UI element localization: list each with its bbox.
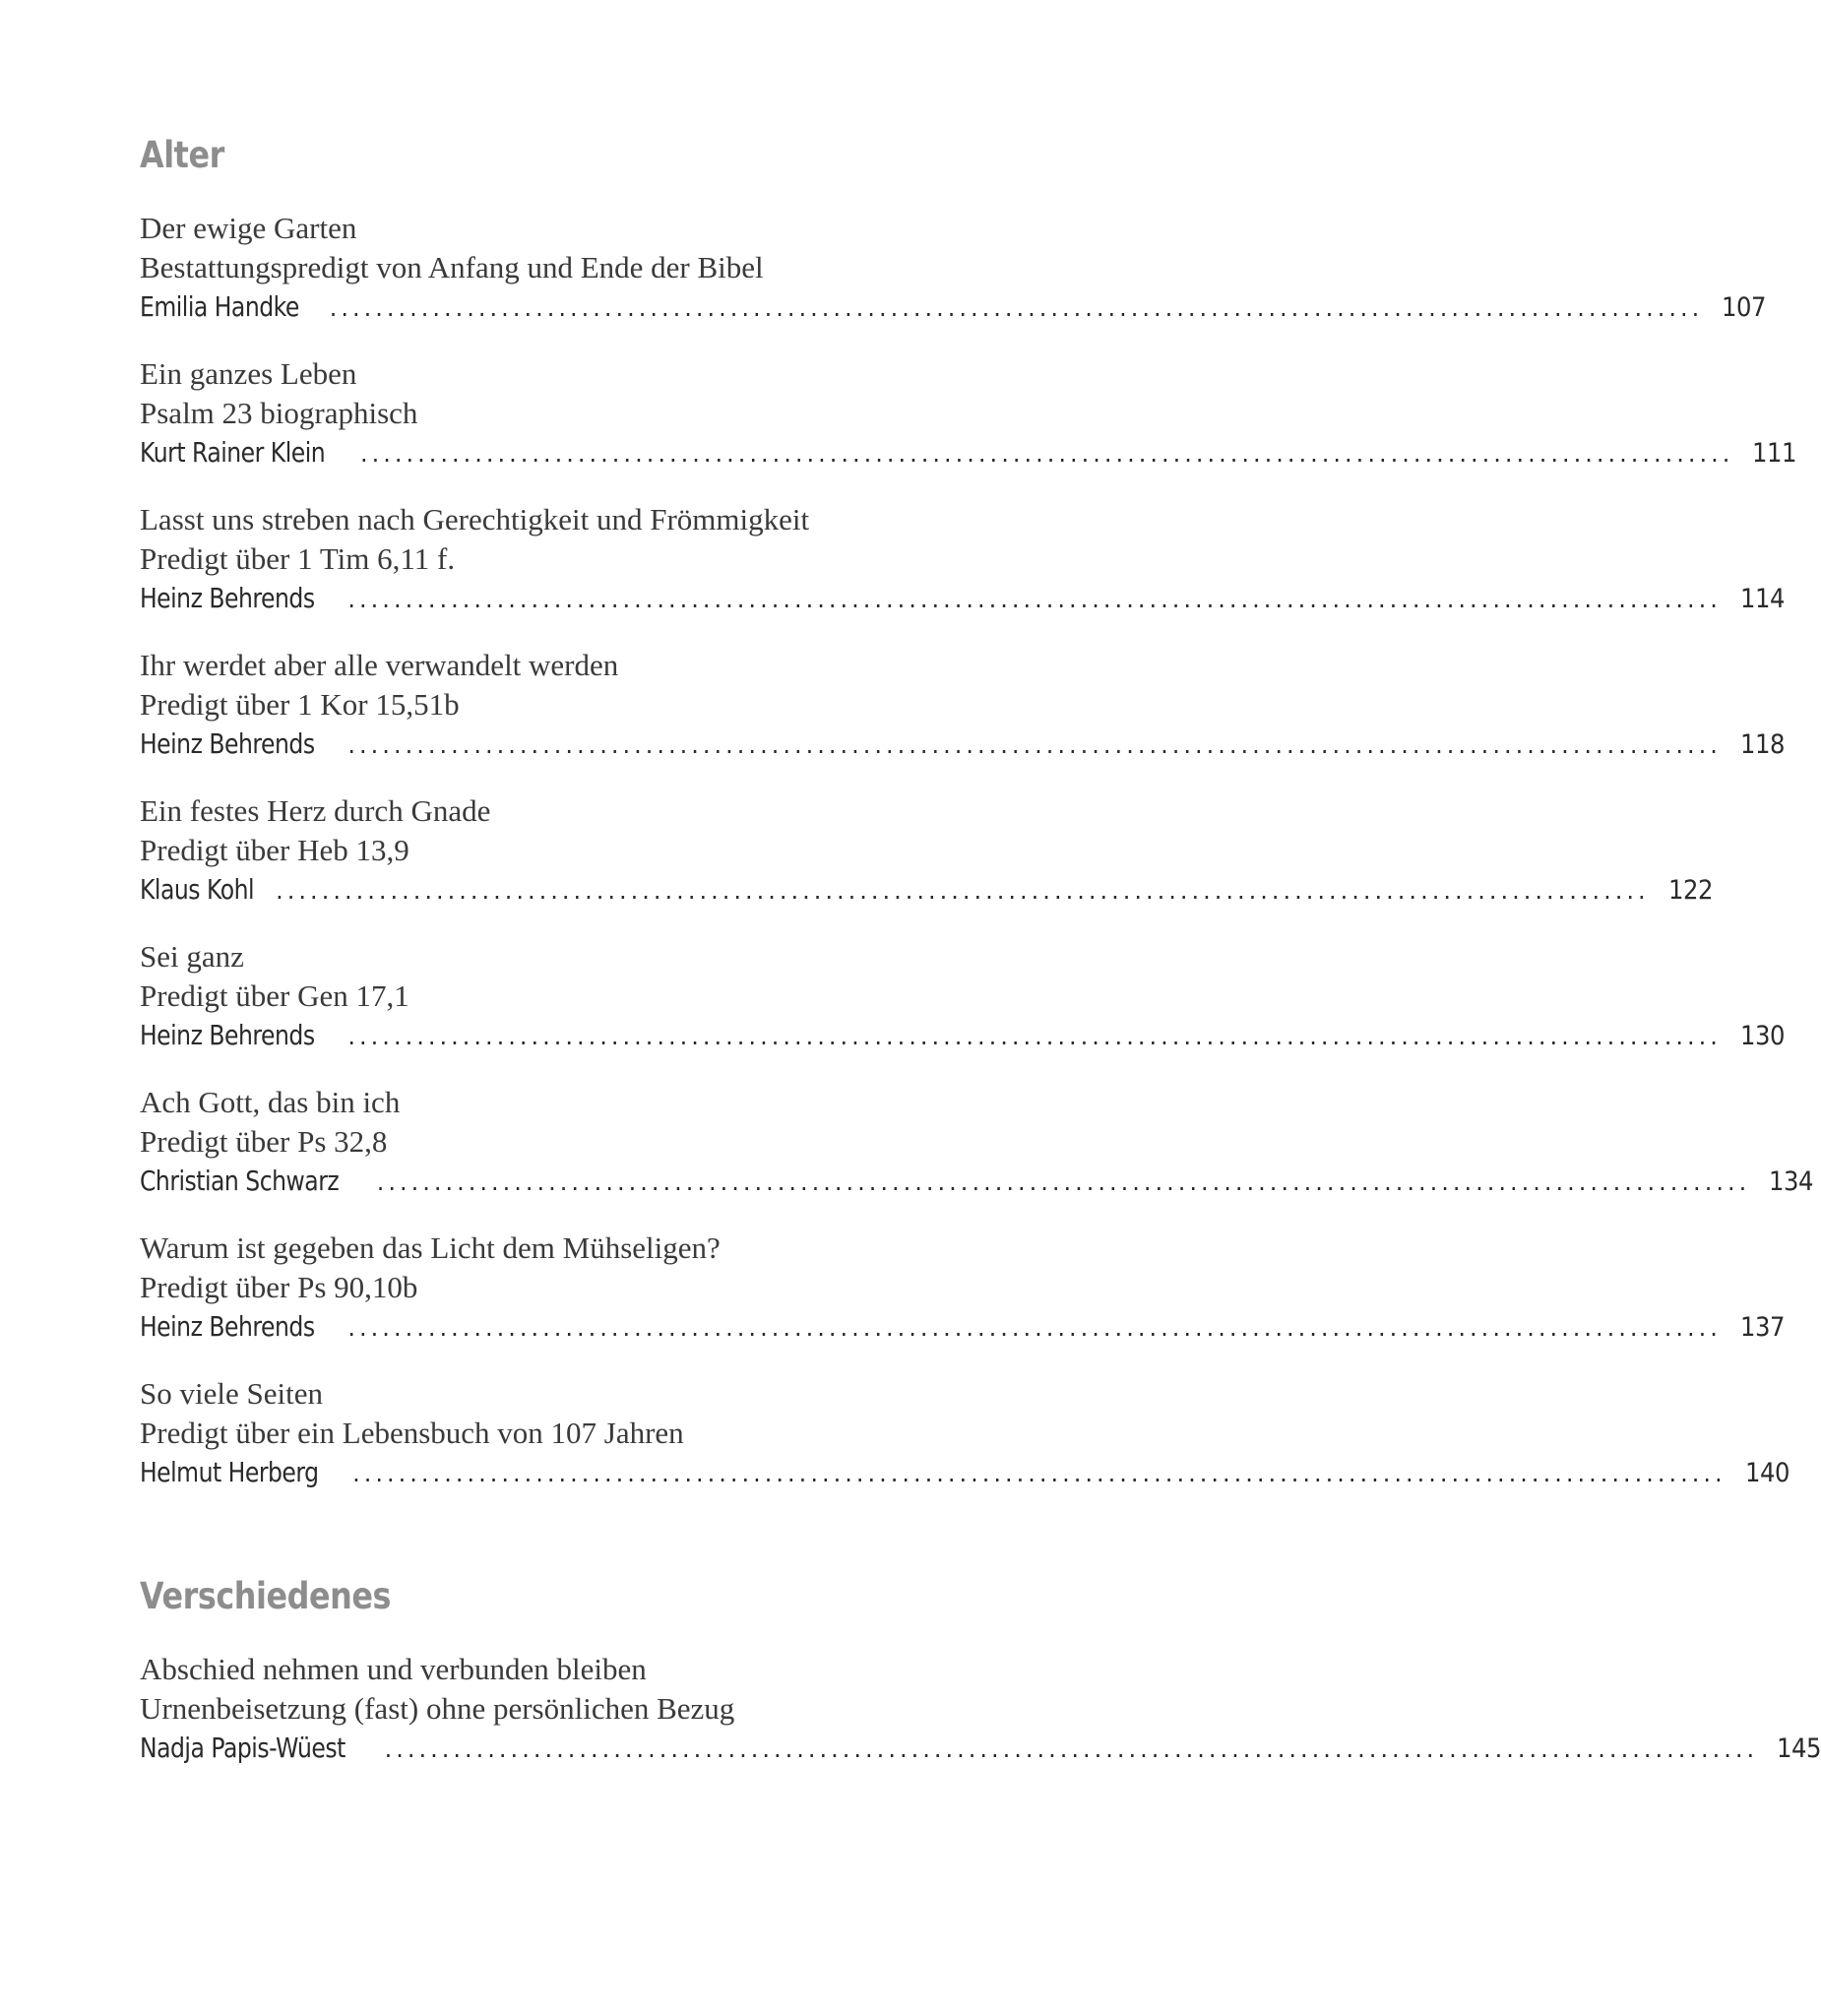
entry-title: So viele Seiten	[140, 1376, 323, 1411]
entry-author: Heinz Behrends	[140, 582, 315, 614]
entry-author: Heinz Behrends	[140, 727, 315, 760]
entry-subtitle: Predigt über Heb 13,9	[140, 833, 409, 867]
entry-page-number: 122	[1667, 875, 1713, 906]
entry-author: Helmut Herberg	[140, 1456, 319, 1488]
dot-leader: ........................................................................................................................	[347, 1023, 1722, 1050]
toc-entry	[140, 1083, 1814, 1201]
entry-author: Christian Schwarz	[140, 1165, 340, 1197]
entry-subtitle: Urnenbeisetzung (fast) ohne persönlichen Bezug	[140, 1691, 735, 1726]
toc-entry	[140, 354, 1797, 472]
dot-leader: ........................................................................................................................	[384, 1735, 1759, 1763]
entry-subtitle: Predigt über Ps 90,10b	[140, 1270, 418, 1304]
dot-leader: ........................................................................................................................	[347, 1314, 1722, 1342]
section-heading: Verschiedenes	[140, 1575, 392, 1617]
entry-title: Ein ganzes Leben	[140, 356, 357, 391]
entry-title: Warum ist gegeben das Licht dem Mühseligen?	[140, 1230, 721, 1265]
toc-entry	[140, 1650, 1821, 1768]
section-heading: Alter	[140, 134, 224, 176]
entry-author-line	[140, 1729, 1821, 1768]
entry-page-number: 118	[1739, 729, 1785, 760]
entry-subtitle: Psalm 23 biographisch	[140, 396, 418, 430]
entry-author-line	[140, 1016, 1785, 1055]
entry-subtitle: Predigt über Ps 32,8	[140, 1124, 388, 1159]
entry-subtitle: Predigt über ein Lebensbuch von 107 Jahren	[140, 1416, 684, 1450]
dot-leader: ........................................................................................................................	[347, 586, 1722, 613]
entry-title: Sei ganz	[140, 939, 244, 974]
entry-author: Nadja Papis-Wüest	[140, 1732, 345, 1764]
dot-leader: ........................................................................................................................	[376, 1168, 1751, 1196]
entry-page-number: 107	[1722, 292, 1767, 323]
entry-author-line	[140, 287, 1767, 327]
entry-author: Emilia Handke	[140, 290, 299, 323]
dot-leader: ........................................................................................................................	[347, 731, 1722, 759]
toc-section-alter	[140, 126, 1814, 1492]
entry-author: Klaus Kohl	[140, 873, 255, 906]
entry-author-line	[140, 579, 1785, 618]
entry-page-number: 134	[1769, 1166, 1814, 1197]
toc-entry	[140, 209, 1767, 327]
entry-author-line	[140, 1162, 1814, 1201]
entry-author: Heinz Behrends	[140, 1310, 315, 1343]
entry-title: Der ewige Garten	[140, 211, 357, 245]
toc-section-verschiedenes	[140, 1567, 1821, 1768]
entry-page-number: 140	[1744, 1458, 1790, 1488]
entry-title: Ein festes Herz durch Gnade	[140, 793, 491, 828]
entry-author-line	[140, 433, 1797, 472]
toc-entry	[140, 937, 1785, 1055]
entry-page-number: 114	[1739, 584, 1785, 614]
toc-entry	[140, 1374, 1790, 1492]
toc-entry	[140, 500, 1785, 618]
entry-author: Heinz Behrends	[140, 1019, 315, 1051]
entry-author-line	[140, 1307, 1785, 1347]
dot-leader: ........................................................................................................................	[276, 877, 1650, 905]
entry-subtitle: Bestattungspredigt von Anfang und Ende der Bibel	[140, 250, 764, 284]
toc-entry	[140, 646, 1785, 764]
entry-title: Lasst uns streben nach Gerechtigkeit und Frömmigkeit	[140, 502, 810, 536]
toc-entry	[140, 1228, 1785, 1347]
entry-page-number: 137	[1739, 1312, 1785, 1343]
entry-page-number: 145	[1777, 1733, 1821, 1764]
entry-subtitle: Predigt über Gen 17,1	[140, 978, 409, 1013]
dot-leader: ........................................................................................................................	[329, 294, 1704, 322]
entry-author-line	[140, 1453, 1790, 1492]
dot-leader: ........................................................................................................................	[352, 1460, 1727, 1487]
entry-page-number: 111	[1752, 438, 1797, 469]
entry-author: Kurt Rainer Klein	[140, 436, 326, 469]
table-of-contents	[140, 126, 1821, 1796]
entry-author-line	[140, 724, 1785, 764]
entry-subtitle: Predigt über 1 Tim 6,11 f.	[140, 541, 456, 576]
entry-page-number: 130	[1739, 1021, 1785, 1051]
toc-entry	[140, 791, 1713, 910]
entry-title: Ach Gott, das bin ich	[140, 1085, 401, 1119]
entry-subtitle: Predigt über 1 Kor 15,51b	[140, 687, 460, 722]
entry-title: Abschied nehmen und verbunden bleiben	[140, 1652, 647, 1686]
entry-author-line	[140, 870, 1713, 910]
entry-title: Ihr werdet aber alle verwandelt werden	[140, 648, 619, 682]
dot-leader: ........................................................................................................................	[359, 440, 1734, 468]
